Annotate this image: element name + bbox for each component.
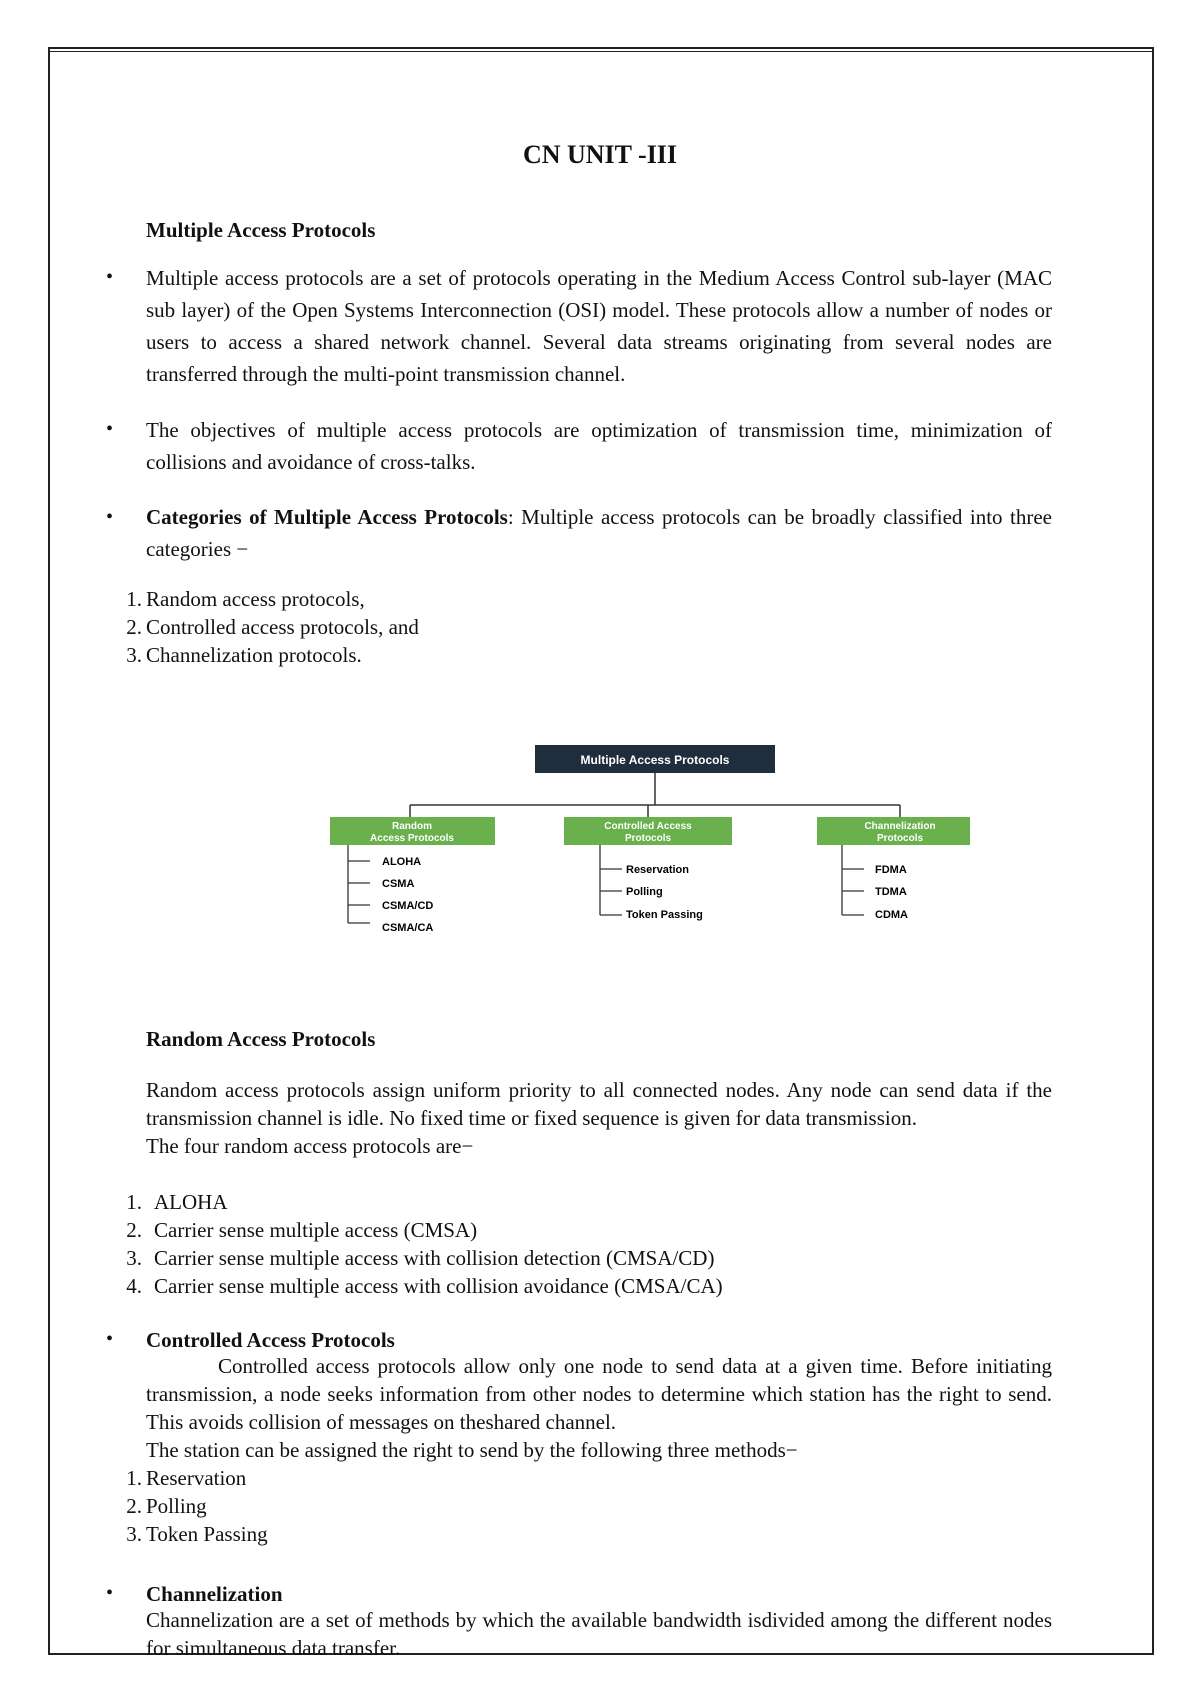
list-item: 1. ALOHA bbox=[126, 1190, 228, 1214]
group-title: Channelization bbox=[864, 821, 936, 832]
paragraph bbox=[146, 501, 1052, 565]
group-title: Protocols bbox=[876, 833, 924, 844]
paragraph bbox=[146, 414, 1052, 478]
categories-list bbox=[116, 585, 1022, 669]
protocols-tree-diagram bbox=[330, 745, 970, 945]
diagram-item: Polling bbox=[626, 886, 663, 898]
list-item: 3. Channelization protocols. bbox=[126, 643, 362, 667]
categories-text: : Multiple access protocols can be broadly classified into three categories − bbox=[146, 505, 1052, 561]
group-title: Access Protocols bbox=[370, 833, 454, 844]
paragraph-text: Multiple access protocols are a set of protocols operating in the Medium Access Control sub-layer (MAC sub layer) of the Open Systems Interconnection (OSI) model. These protocols allow a number of nodes or users to access a shared network channel. Several data streams originating from several nodes are transferred through the multi-point transmission channel. bbox=[146, 266, 1052, 386]
paragraph bbox=[146, 262, 1052, 390]
group-controlled bbox=[564, 817, 732, 921]
list-item: 2. Carrier sense multiple access (CMSA) bbox=[126, 1218, 478, 1242]
diagram-item: Reservation bbox=[626, 864, 689, 876]
section-heading: Multiple Access Protocols bbox=[146, 218, 376, 242]
paragraph-text: The station can be assigned the right to send by the following three methods− bbox=[146, 1438, 798, 1462]
diagram-item: CSMA/CA bbox=[382, 922, 434, 934]
root-node bbox=[535, 745, 775, 773]
list-item: 1. Reservation bbox=[126, 1466, 247, 1490]
diagram-item: FDMA bbox=[875, 864, 907, 876]
diagram-item: ALOHA bbox=[382, 856, 422, 868]
diagram-item: CSMA bbox=[382, 878, 415, 890]
random-list bbox=[116, 1188, 1022, 1300]
diagram-item: CDMA bbox=[875, 909, 908, 921]
bullet-marker: • bbox=[106, 418, 114, 440]
controlled-list bbox=[116, 1464, 1022, 1548]
paragraph-text: Random access protocols assign uniform priority to all connected nodes. Any node can send data if the transmission channel is idle. No fixed time or fixed sequence is given for data transmission. bbox=[146, 1078, 1052, 1130]
paragraph-text: Channelization are a set of methods by which the available bandwidth isdivided among the different nodes for simultaneous data transfer. bbox=[146, 1608, 1052, 1660]
paragraph bbox=[146, 1352, 1052, 1464]
bullet-marker: • bbox=[106, 1328, 114, 1350]
root-label: Multiple Access Protocols bbox=[580, 753, 730, 767]
group-random bbox=[330, 817, 495, 934]
diagram-item: Token Passing bbox=[626, 909, 703, 921]
paragraph bbox=[146, 1076, 1052, 1160]
list-item: 3. Carrier sense multiple access with collision detection (CMSA/CD) bbox=[126, 1246, 715, 1270]
section-heading: Random Access Protocols bbox=[146, 1027, 376, 1051]
paragraph-text: The four random access protocols are− bbox=[146, 1134, 474, 1158]
list-item: 4. Carrier sense multiple access with collision avoidance (CMSA/CA) bbox=[126, 1274, 723, 1298]
bullet-marker: • bbox=[106, 266, 114, 288]
group-title: Random bbox=[392, 821, 432, 832]
page-title: CN UNIT -III bbox=[522, 140, 678, 169]
list-item: 3. Token Passing bbox=[126, 1522, 268, 1546]
group-title: Controlled Access bbox=[604, 821, 692, 832]
bullet-marker: • bbox=[106, 1582, 114, 1604]
paragraph bbox=[146, 1606, 1052, 1662]
list-item: 1. Random access protocols, bbox=[126, 587, 365, 611]
list-item: 2. Polling bbox=[126, 1494, 207, 1518]
list-item: 2. Controlled access protocols, and bbox=[126, 615, 419, 639]
group-channelization bbox=[817, 817, 970, 921]
page-border-line bbox=[48, 51, 1154, 52]
diagram-item: CSMA/CD bbox=[382, 900, 434, 912]
connectors bbox=[410, 773, 900, 817]
categories-label: Categories of Multiple Access Protocols bbox=[146, 505, 508, 529]
section-heading: Controlled Access Protocols bbox=[146, 1328, 395, 1352]
diagram-item: TDMA bbox=[875, 886, 907, 898]
paragraph-text: The objectives of multiple access protocols are optimization of transmission time, minimization of collisions and avoidance of cross-talks. bbox=[146, 418, 1052, 474]
section-heading: Channelization bbox=[146, 1582, 283, 1606]
paragraph-text: Controlled access protocols allow only one node to send data at a given time. Before initiating transmission, a node seeks information from other nodes to determine which station has the right to send. This avoids collision of messages on theshared channel. bbox=[146, 1354, 1052, 1434]
bullet-marker: • bbox=[106, 506, 114, 528]
group-title: Protocols bbox=[624, 833, 672, 844]
